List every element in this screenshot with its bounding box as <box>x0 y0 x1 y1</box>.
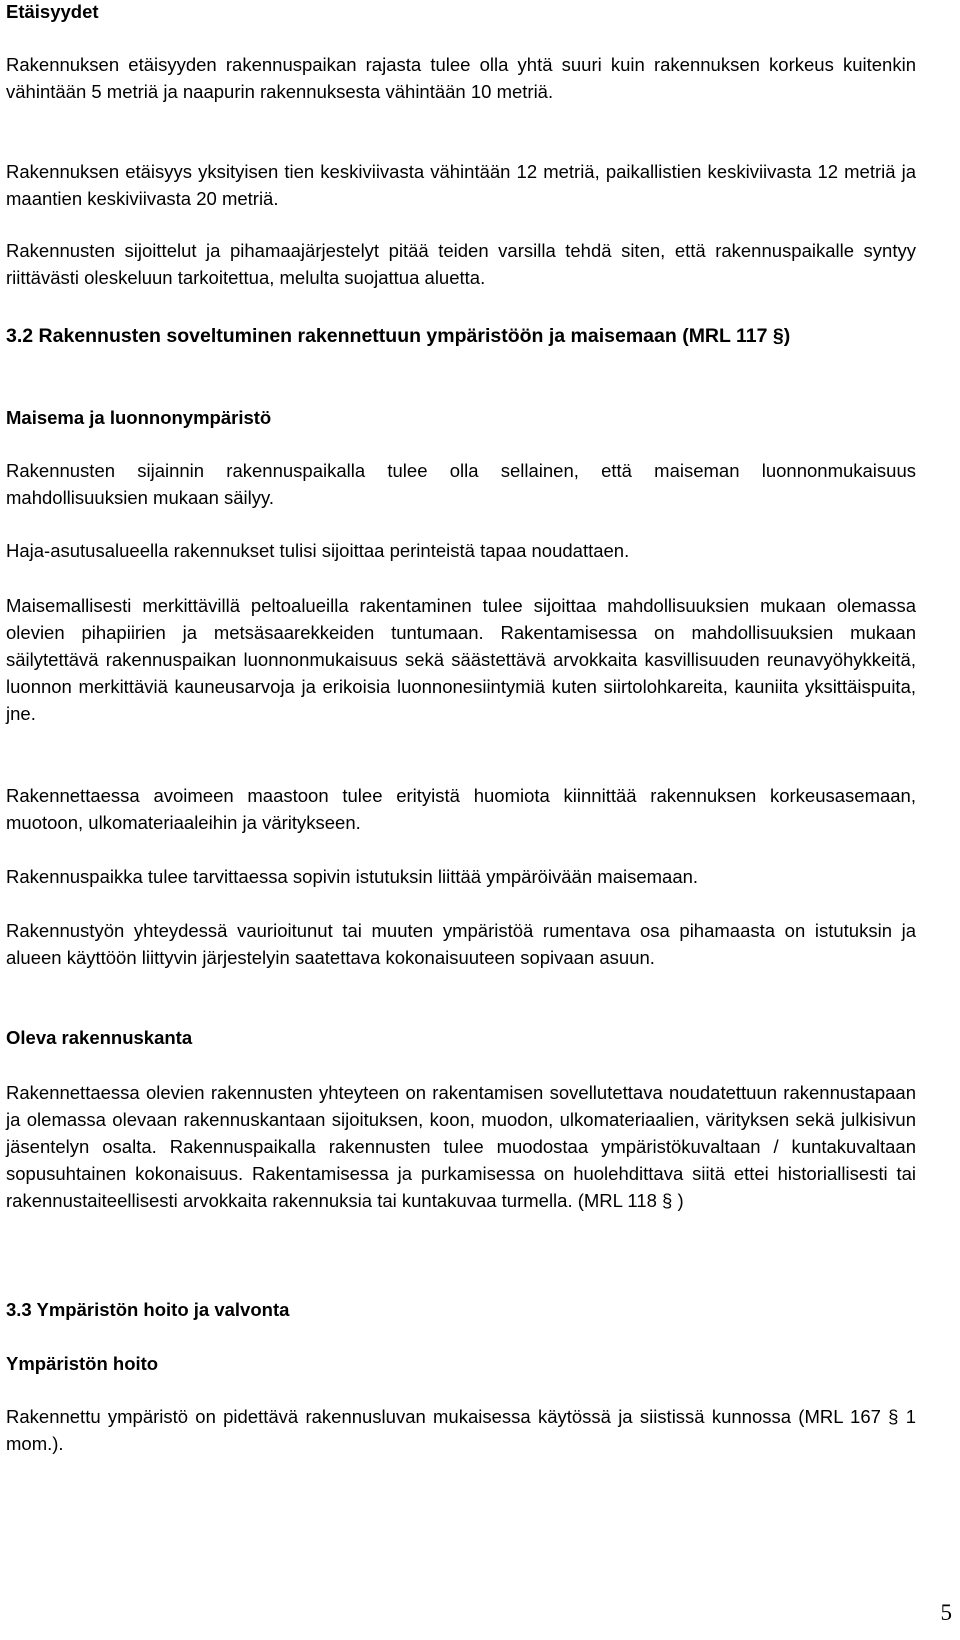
paragraph-field-areas: Maisemallisesti merkittävillä peltoalueilla rakentaminen tulee sijoittaa mahdollisuuksien mukaan olemassa olevien pihapiirien ja metsäsaarekkeiden tuntumaan. Rakentamisessa on mahdollisuuksien mukaan säilytettävä rakennuspaikan luonnonmukaisuus sekä säästettävä arvokkaita kasvillisuuden reunavyöhykkeitä, luonnon merkittäviä kauneusarvoja ja erikoisia luonnonesiintymiä kuten siirtolohkareita, kauniita yksittäispuita, jne. <box>6 595 916 724</box>
paragraph-landscape-naturalness: Rakennusten sijainnin rakennuspaikalla tulee olla sellainen, että maiseman luonnonmukaisuus mahdollisuuksien mukaan säilyy. <box>6 460 916 508</box>
section-heading-3-2: 3.2 Rakennusten soveltuminen rakennettuun ympäristöön ja maisemaan (MRL 117 §) <box>6 325 791 347</box>
paragraph-planting: Rakennuspaikka tulee tarvittaessa sopivin istutuksin liittää ympäröivään maisemaan. <box>6 866 699 887</box>
paragraph-road-distance: Rakennuksen etäisyys yksityisen tien keskiviivasta vähintään 12 metriä, paikallistien keskiviivasta 12 metriä ja maantien keskiviivasta 20 metriä. <box>6 161 916 209</box>
heading-ymparistoen-hoito: Ympäristön hoito <box>6 1353 159 1374</box>
page-number: 5 <box>940 1600 952 1625</box>
heading-etaisyydet: Etäisyydet <box>6 1 99 22</box>
paragraph-existing-buildings: Rakennettaessa olevien rakennusten yhteyteen on rakentamisen sovellutettava noudatettuun rakennustapaan ja olemassa olevaan rakennuskantaan sijoituksen, koon, muodon, ulkomateriaalien, värityksen sekä julkisivun jäsentelyn osalta. Rakennuspaikalla rakennusten tulee muodostaa ympäristökuvaltaan / kuntakuvaltaan sopusuhtainen kokonaisuus. Rakentamisessa ja purkamisessa on huolehdittava siitä ettei historiallisesti tai rakennustaiteellisesti arvokkaita rakennuksia tai kuntakuvaa turmella. (MRL 118 § ) <box>6 1082 916 1211</box>
heading-maisema: Maisema ja luonnonympäristö <box>6 407 272 428</box>
paragraph-yard-arrangements: Rakennusten sijoittelut ja pihamaajärjestelyt pitää teiden varsilla tehdä siten, että rakennuspaikalle syntyy riittävästi oleskeluun tarkoitettua, melulta suojattua aluetta. <box>6 240 916 288</box>
paragraph-building-distance: Rakennuksen etäisyyden rakennuspaikan rajasta tulee olla yhtä suuri kuin rakennuksen korkeus kuitenkin vähintään 5 metriä ja naapurin rakennuksesta vähintään 10 metriä. <box>6 54 916 102</box>
paragraph-open-terrain: Rakennettaessa avoimeen maastoon tulee erityistä huomiota kiinnittää rakennuksen korkeusasemaan, muotoon, ulkomateriaaleihin ja väritykseen. <box>6 785 916 833</box>
paragraph-rural-placement: Haja-asutusalueella rakennukset tulisi sijoittaa perinteistä tapaa noudattaen. <box>6 540 630 561</box>
section-heading-3-3: 3.3 Ympäristön hoito ja valvonta <box>6 1299 290 1320</box>
paragraph-environment-maintenance: Rakennettu ympäristö on pidettävä rakennusluvan mukaisessa käytössä ja siistissä kunnossa (MRL 167 § 1 mom.). <box>6 1406 916 1454</box>
paragraph-damaged-yard: Rakennustyön yhteydessä vaurioitunut tai muuten ympäristöä rumentava osa pihamaasta on istutuksin ja alueen käyttöön liittyvin järjestelyin saatettava kokonaisuuteen sopivaan asuun. <box>6 920 916 968</box>
heading-oleva-rakennuskanta: Oleva rakennuskanta <box>6 1027 193 1048</box>
